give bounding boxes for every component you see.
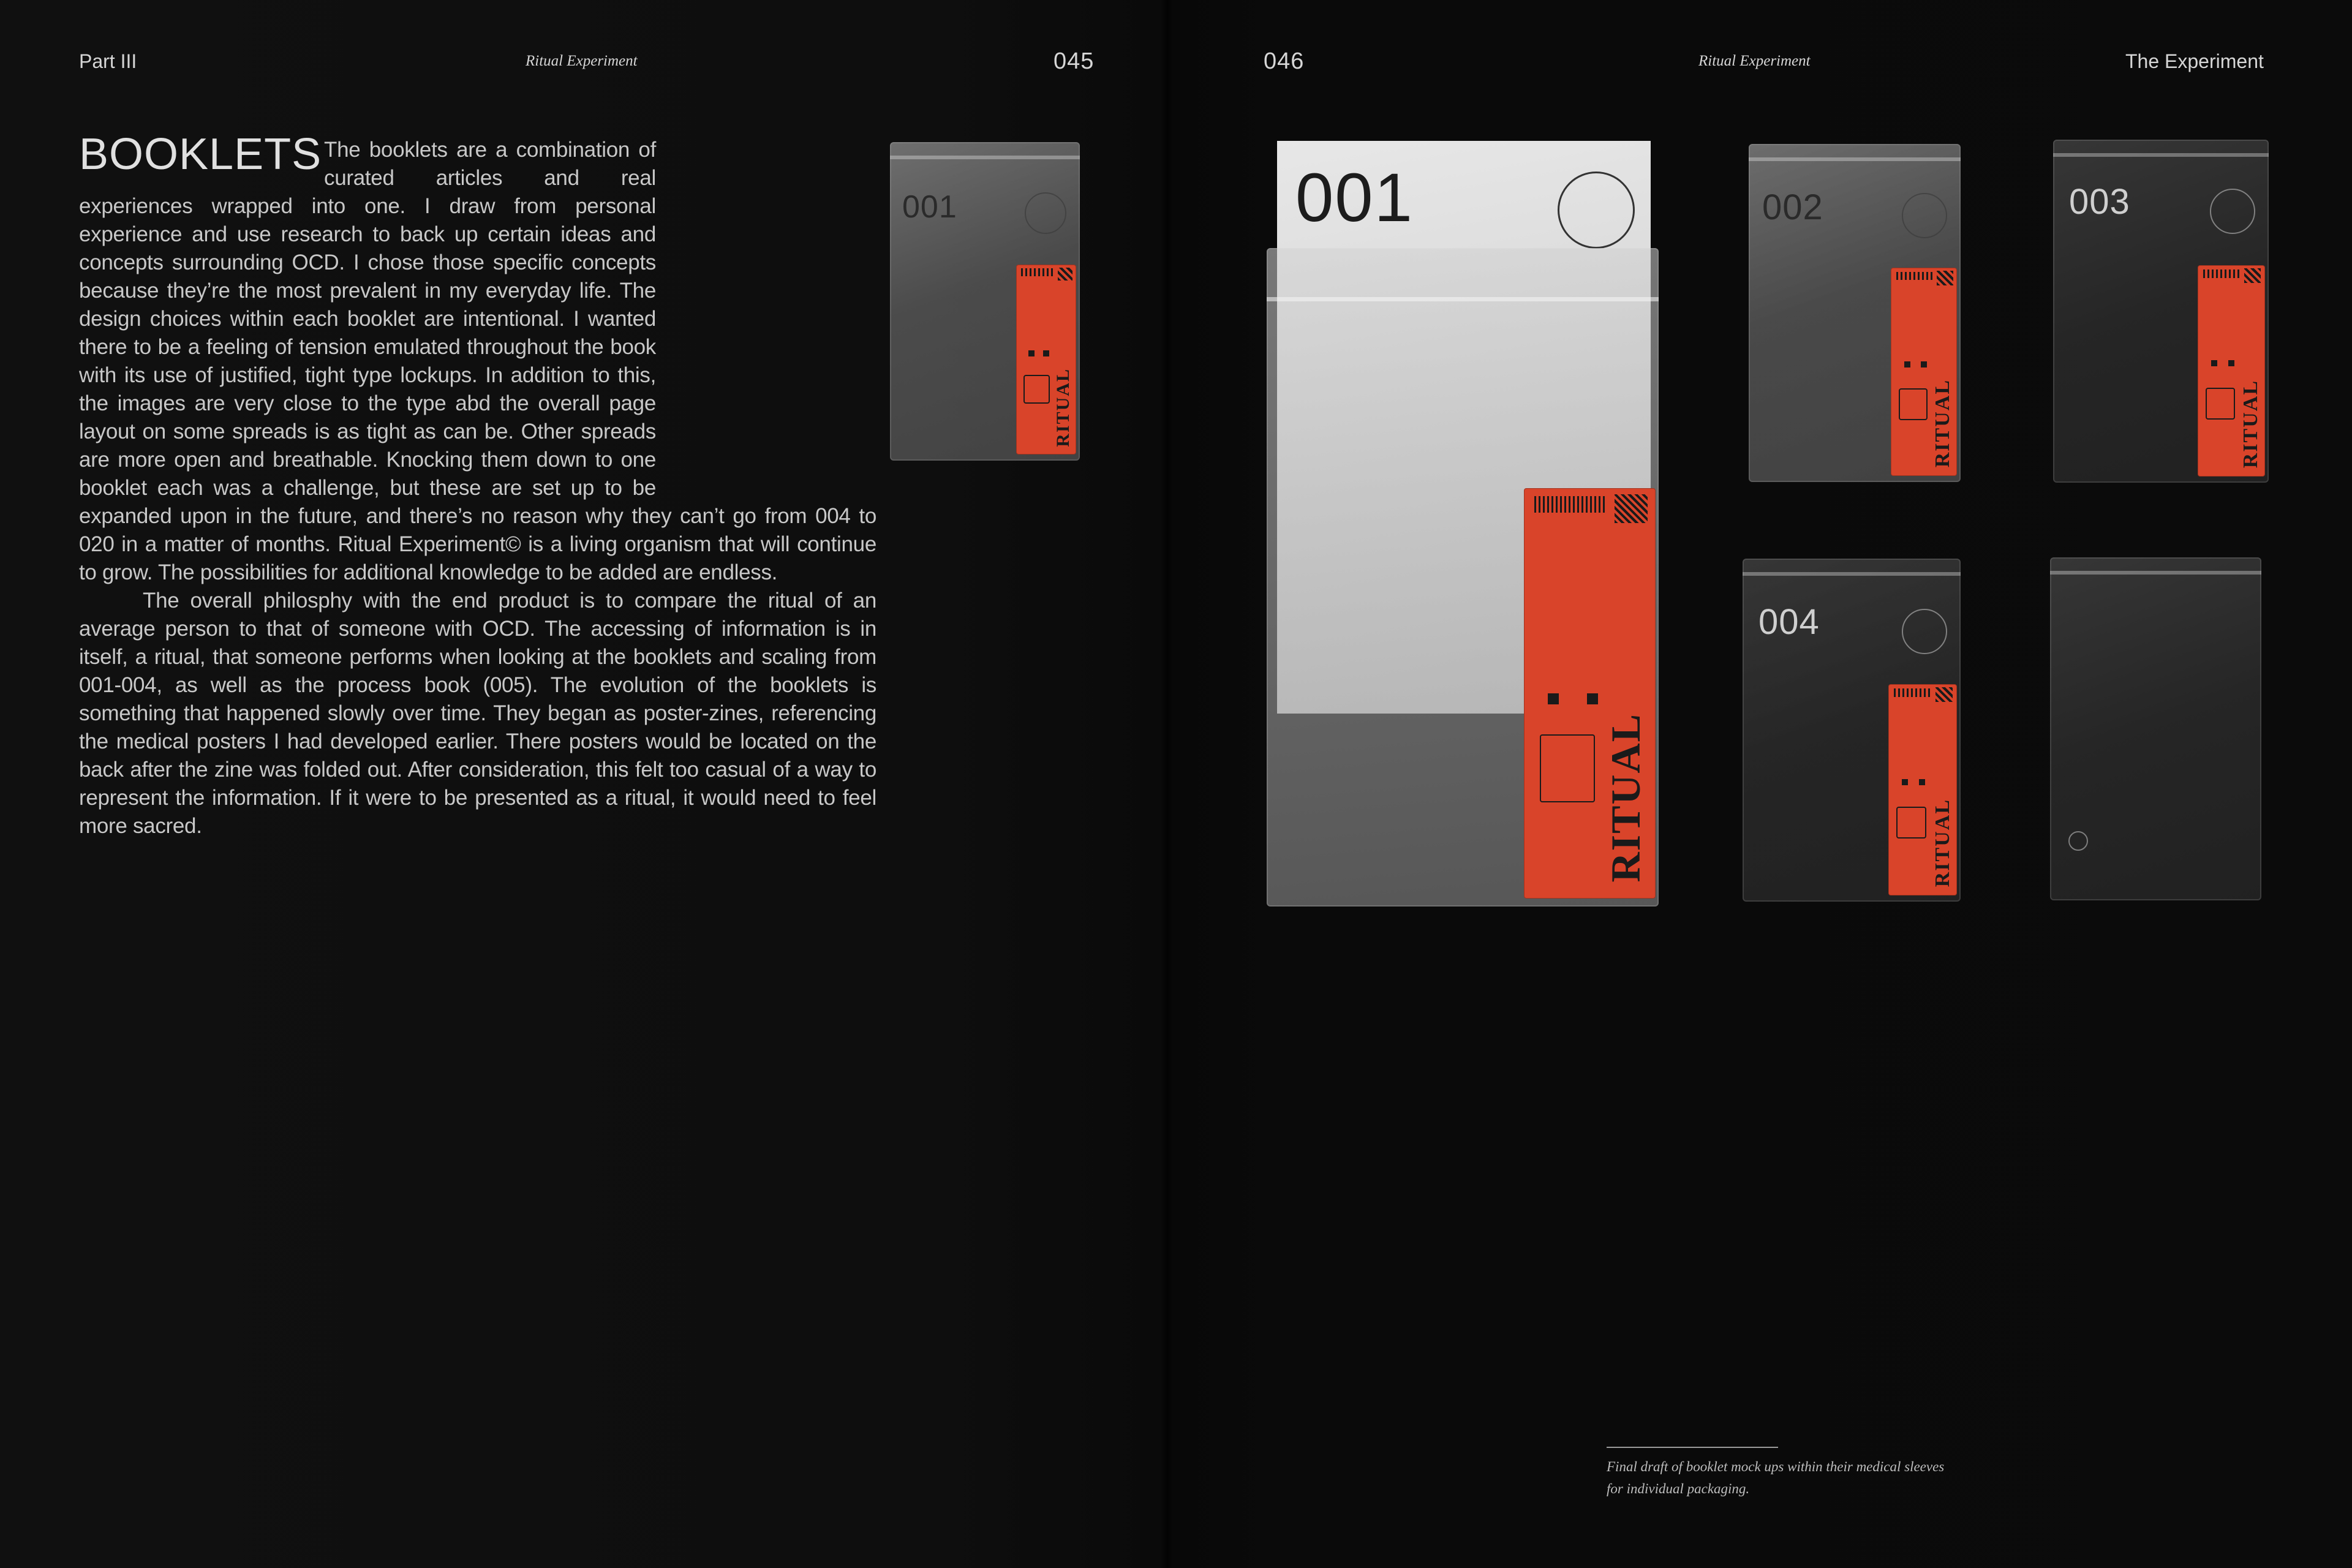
booklet-002-sleeve (1749, 144, 1961, 482)
seal-icon (1902, 193, 1947, 238)
section-label-left: Part III (79, 50, 137, 72)
running-title-right: Ritual Experiment (1698, 53, 1811, 69)
booklet-004-sleeve (1743, 559, 1961, 902)
booklet-thumbnail-001 (890, 142, 1080, 461)
orange-label: RITUAL (1891, 268, 1957, 476)
page-number-left: 045 (1054, 48, 1095, 74)
seal-icon (1025, 192, 1066, 234)
seal-icon (1558, 172, 1635, 249)
page-number-right: 046 (1264, 48, 1305, 74)
orange-label: RITUAL (1524, 488, 1656, 899)
figure-caption: Final draft of booklet mock ups within their medical sleeves for individual packaging. (1607, 1459, 1945, 1496)
booklet-005-sleeve (2050, 557, 2261, 900)
booklet-number: 002 (1762, 187, 1823, 227)
seal-icon (2068, 831, 2088, 851)
sleeve-zip (1267, 297, 1659, 301)
article-body (79, 136, 876, 840)
book-gutter (1161, 0, 1173, 1568)
seal-icon (1902, 609, 1947, 654)
section-label-right: The Experiment (2125, 50, 2264, 72)
orange-label: RITUAL (1888, 684, 1957, 895)
sleeve-zip (1743, 572, 1961, 576)
booklet-003-sleeve (2053, 140, 2269, 483)
orange-label: RITUAL (1016, 265, 1076, 454)
paragraph-1: The booklets are a combination of curated articles and real experiences wrapped into one. I draw from personal experience and use research to back up certain ideas and concepts surrounding OCD. I chose those specific concepts because they’re the most prevalent in my everyday life. The design choices within each booklet are intentional. I wanted there to be a feeling of tension emulated throughout the book with its use of justified, tight type lockups. In addition to this, the images are very close to the type abd the overall page layout on some spreads is as tight as can be. Other spreads are more open and breathable. Knocking them down to one booklet each was a challenge, but these are set up to be expanded upon in the future, and there’s no reason why they can’t go from 004 to 020 in a matter of months. Ritual Experiment© is a living organism that will continue to grow. The possibilities for additional knowledge to be added are endless. (79, 138, 876, 584)
page-heading: BOOKLETS (79, 130, 322, 179)
caption-rule (1607, 1447, 1778, 1448)
sleeve-zip (1749, 157, 1961, 161)
seal-icon (2210, 189, 2255, 234)
running-title-left: Ritual Experiment (526, 53, 638, 69)
booklet-number: 001 (902, 189, 957, 225)
paragraph-2: The overall philosphy with the end product is to compare the ritual of an average person to that of someone with OCD. The accessing of information is in itself, a ritual, that someone performs when looking at the booklets and scaling from 001-004, as well as the process book (005). The evolution of the booklets is something that happened slowly over time. They began as poster-zines, referencing the medical posters I had developed earlier. There posters would be located on the back after the zine was folded out. After consideration, this felt too casual of a way to represent the information. If it were to be presented as a ritual, it would need to feel more sacred. (79, 589, 876, 838)
sleeve-zip (2053, 153, 2269, 157)
booklet-001-sleeve (1267, 248, 1659, 907)
orange-label: RITUAL (2198, 265, 2265, 477)
sleeve-zip (890, 156, 1080, 159)
booklet-number: 004 (1758, 602, 1820, 642)
booklet-number-large: 001 (1295, 159, 1414, 236)
booklet-number: 003 (2069, 182, 2130, 222)
sleeve-zip (2050, 571, 2261, 575)
